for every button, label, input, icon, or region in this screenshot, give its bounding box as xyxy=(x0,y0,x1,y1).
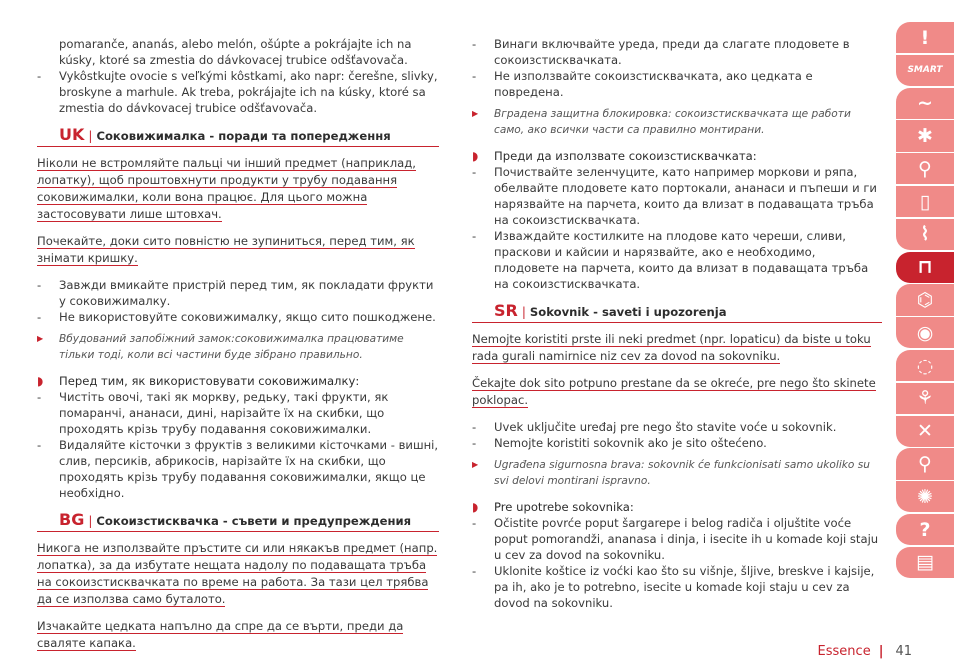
sidebar-tab[interactable] xyxy=(896,383,954,414)
uk-list-item: - Не використовуйте соковижималку, якщо сито пошкоджене. xyxy=(37,309,439,325)
meat-grinder-icon: ⌬ xyxy=(916,289,934,312)
bg-language-code: BG xyxy=(59,510,85,529)
bg-section-heading xyxy=(37,512,439,532)
brand-name: Essence xyxy=(817,644,871,659)
chapter-tab-sidebar xyxy=(896,22,954,580)
uk-section-title: Соковижималка - поради та попередження xyxy=(96,129,391,143)
warranty-seal-icon: ✺ xyxy=(917,485,933,508)
sidebar-tab[interactable] xyxy=(896,416,954,447)
bg-warning-2: Изчакайте цедката напълно да спре да се върти, преди да сваляте капака. xyxy=(37,619,404,650)
fan-blade-icon: ✱ xyxy=(917,125,933,148)
sidebar-tab[interactable] xyxy=(896,547,954,578)
sidebar-tab[interactable] xyxy=(896,284,954,315)
blender-jug-icon: ▯ xyxy=(919,190,931,213)
uk-safety-note: ▶ Вбудований запобіжний замок:соковижималка працюватиме тільки тоді, коли всі частини буде зібрано правильно. xyxy=(37,333,404,361)
uk-list-item: - Завжди вмикайте пристрій перед тим, як покладати фрукти у соковижималку. xyxy=(37,277,439,309)
recipe-book-icon: ▤ xyxy=(916,551,934,574)
sidebar-tab[interactable] xyxy=(896,120,954,151)
triangle-bullet-icon: ▶ xyxy=(472,109,479,118)
sr-language-code: SR xyxy=(494,301,518,320)
bg-warning-1: Никога не използвайте пръстите си или някакъв предмет (напр. лопатка), за да избутате нещата надолу по подаващата тръба на сокоизстисквачката по време на работа. За тази цел трябва да се използва само буталото. xyxy=(37,541,438,606)
smart-logo-icon: SMART xyxy=(907,65,943,76)
triangle-bullet-icon: ▶ xyxy=(37,334,44,343)
chevron-bullet-icon: ◗ xyxy=(472,500,479,514)
heading-divider: | xyxy=(88,514,93,528)
juicer-icon: ⊓ xyxy=(917,256,933,279)
sr-section-title: Sokovnik - saveti i upozorenja xyxy=(529,305,727,319)
sidebar-tab[interactable] xyxy=(896,88,954,119)
sk-continuation-paragraph: pomaranče, ananás, alebo melón, ošúpte a pokrájajte ich na kúsky, ktoré sa zmestia do dávkovacej trubice odšťavovača. xyxy=(59,37,412,67)
bg-list-item: - Не използвайте сокоизстисквачката, ако цедката е повредена. xyxy=(472,68,882,100)
bg-subheading: ◗ Преди да използвате сокоизстисквачката: xyxy=(472,149,757,163)
bg-safety-note: ▶ Вградена защитна блокировка: сокоизстисквачката ще работи само, ако всички части са правилно монтирани. xyxy=(472,108,851,136)
page-number: 41 xyxy=(895,644,912,659)
sr-subheading: ◗ Pre upotrebe sokovnika: xyxy=(472,500,634,514)
bg-sub-list-item: - Изваждайте костилките на плодове като череши, сливи, праскови и кайсии и нарязвайте, ако е необходимо, плодовете на парчета, които да влизат в подаващата тръба на сокоизстисквачката. xyxy=(472,228,882,292)
triangle-bullet-icon: ▶ xyxy=(472,460,479,469)
sidebar-tab[interactable] xyxy=(896,219,954,250)
sr-safety-note: ▶ Ugrađena sigurnosna brava: sokovnik će funkcionisati samo ukoliko su svi delovi montirani ispravno. xyxy=(472,459,871,487)
sidebar-tab[interactable] xyxy=(896,317,954,348)
storage-icon: ◌ xyxy=(916,354,934,377)
sidebar-tab[interactable] xyxy=(896,252,954,283)
heading-divider: | xyxy=(88,129,93,143)
uk-subheading: ◗ Перед тим, як використовувати соковижималку: xyxy=(37,374,360,388)
footer-divider: | xyxy=(878,644,884,659)
sr-list-item: - Nemojte koristiti sokovnik ako je sito oštećeno. xyxy=(472,435,882,451)
whisk-icon: ~ xyxy=(917,92,933,115)
uk-sub-list-item: - Чистіть овочі, такі як моркву, редьку, такі фрукти, як помаранчі, ананаси, дині, нарізайте їх на скибки, що проходять крізь трубу подавання соковижималки. xyxy=(37,389,439,437)
sidebar-tab[interactable] xyxy=(896,186,954,217)
sr-list-item: - Uvek uključite uređaj pre nego što stavite voće u sokovnik. xyxy=(472,419,882,435)
uk-section-heading xyxy=(37,127,439,147)
hand-blender-icon: ⌇ xyxy=(920,223,930,246)
sr-warning-1: Nemojte koristiti prste ili neki predmet (npr. lopaticu) da biste u toku rada gurali namirnice niz cev za dovod na sokovniku. xyxy=(472,332,871,363)
chevron-bullet-icon: ◗ xyxy=(472,149,479,163)
uk-warning-1: Ніколи не встромляйте пальці чи інший предмет (наприклад, лопатку), щоб проштовхнути продукти у трубу подавання соковижималки, коли вона працює. Для цього можна застосовувати лише штовхач. xyxy=(37,156,416,221)
magnifier-icon: ⚲ xyxy=(918,453,932,475)
sidebar-tab[interactable] xyxy=(896,514,954,545)
bg-sub-list-item: - Почиствайте зеленчуците, като например моркови и ряпа, обелвайте плодовете като портокали, ананаси и пъпеши и ги нарязвайте на парчета, които да влизат в подаващата тръба на сокоизстисквачката. xyxy=(472,164,882,228)
water-tap-icon: ⚘ xyxy=(916,387,934,410)
mixer-icon: ⚲ xyxy=(918,157,932,180)
sidebar-tab[interactable] xyxy=(896,55,954,86)
sidebar-tab[interactable] xyxy=(896,481,954,512)
citrus-press-icon: ◉ xyxy=(916,321,934,344)
sidebar-tab[interactable] xyxy=(896,350,954,381)
heading-divider: | xyxy=(521,305,526,319)
page-footer xyxy=(818,644,912,659)
sk-list-item: - Vykôstkujte ovocie s veľkými kôstkami, ako napr: čerešne, slivky, broskyne a marhule. Ak treba, pokrájajte ich na kúsky, ktoré sa zmestia do dávkovacej trubice odšťavovača. xyxy=(37,68,439,116)
bg-list-item: - Винаги включвайте уреда, преди да слагате плодовете в сокоизстисквачката. xyxy=(472,36,882,68)
sr-sub-list-item: - Uklonite koštice iz voćki kao što su višnje, šljive, breskve i kajsije, pa ih, ako je to potrebno, isecite u komade koji staju u cev za dovod na sokovniku. xyxy=(472,563,882,611)
disposal-bin-icon: ✕ xyxy=(917,420,933,443)
left-column xyxy=(37,36,439,652)
sidebar-tab[interactable] xyxy=(896,22,954,53)
uk-warning-2: Почекайте, доки сито повністю не зупиниться, перед тим, як знімати кришку. xyxy=(37,234,415,265)
sr-section-heading xyxy=(472,303,882,323)
sr-sub-list-item: - Očistite povrće poput šargarepe i belog radiča i oljuštite voće poput pomorandži, ananasa i dinja, i isecite ih u komade koji staju u cev za dovod na sokovniku. xyxy=(472,515,882,563)
question-icon: ? xyxy=(919,518,931,541)
right-column xyxy=(472,36,882,611)
uk-sub-list-item: - Видаляйте кісточки з фруктів з великими кісточками - вишні, слив, персиків, абрикосів, нарізайте їх на скибки, що проходять крізь трубу подавання соковижималки, якщо це необхідно. xyxy=(37,437,439,501)
sr-warning-2: Čekajte dok sito potpuno prestane da se okreće, pre nego što skinete poklopac. xyxy=(472,376,876,407)
uk-language-code: UK xyxy=(59,125,85,144)
chevron-bullet-icon: ◗ xyxy=(37,374,44,388)
sidebar-tab[interactable] xyxy=(896,153,954,184)
bg-section-title: Сокоизстисквачка - съвети и предупреждения xyxy=(96,514,412,528)
sidebar-tab[interactable] xyxy=(896,448,954,479)
exclamation-icon: ! xyxy=(920,26,930,49)
